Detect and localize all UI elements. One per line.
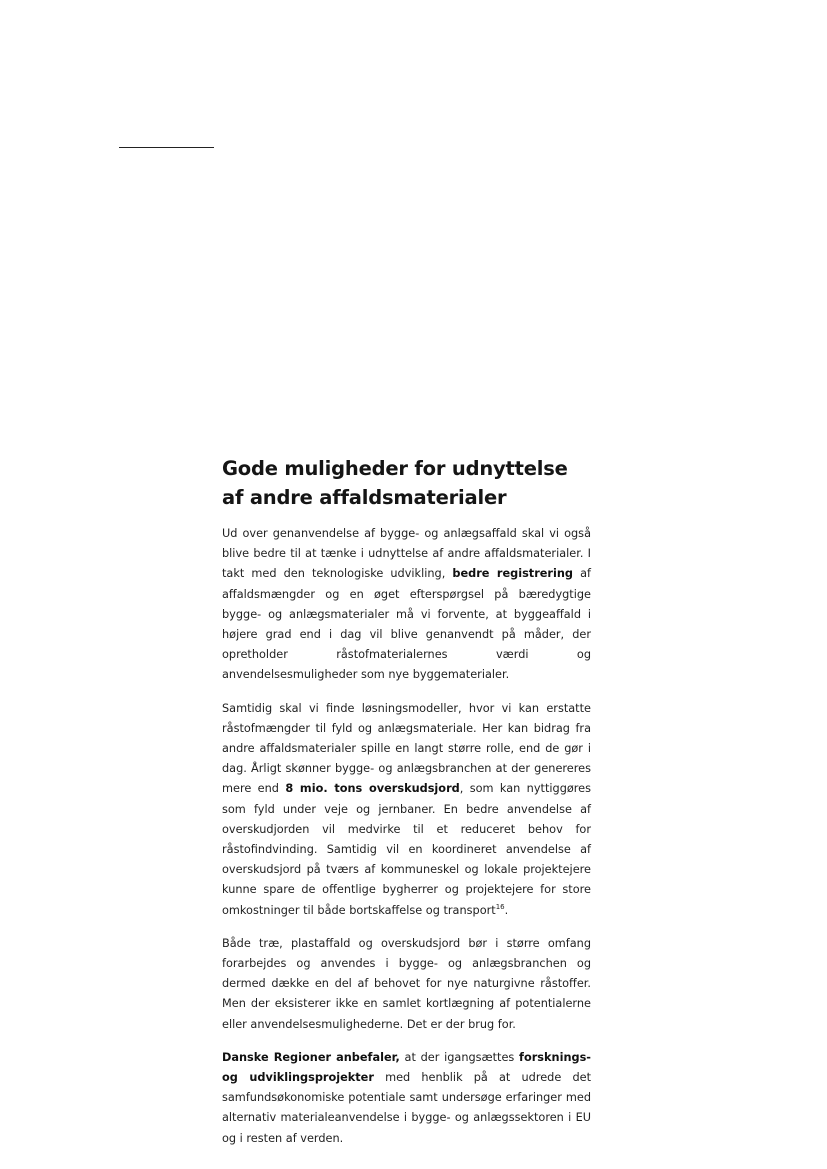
footnote-separator-rule [119,147,214,148]
paragraph-text: Samtidig skal vi finde løsningsmodeller, hvor vi kan erstatte råstofmængder til fyld og anlægsmateriale. Her kan bidrag fra andre affaldsmaterialer spille en langt større rolle, end de gør i dag. Årligt skønner bygge- og anlægsbranchen at der genereres mere end [222,701,591,796]
paragraph-2 [222,699,591,921]
article-heading: Gode muligheder for udnyttelse af andre affaldsmaterialer [222,457,568,509]
emphasis-projekter: forsknings- og udviklingsprojekter [222,1050,591,1085]
paragraph-text: . [504,903,509,917]
emphasis-overskudsjord: 8 mio. tons overskudsjord [285,782,460,796]
paragraph-1 [222,524,591,686]
emphasis-danske-regioner: Danske Regioner anbefaler, [222,1050,400,1064]
footnote-reference: 16 [495,902,505,911]
article-section [222,454,591,1162]
paragraph-text: at der igangsættes [399,1050,520,1064]
emphasis-bedre-registrering: bedre registrering [452,567,574,581]
paragraph-text: Ud over genanvendelse af bygge- og anlægsaffald skal vi også blive bedre til at tænke i udnyttelse af andre affaldsmaterialer. I takt med den teknologiske udvikling, [222,527,591,581]
paragraph-text: Både træ, plastaffald og overskudsjord bør i større omfang forarbejdes og anvendes i bygge- og anlægsbranchen og dermed dække en del af behovet for nye naturgivne råstoffer. Men der eksisterer ikke en samlet kortlægning af potentialerne eller anvendelsesmulighederne. Det er der brug for. [222,936,591,1031]
paragraph-text: af affaldsmængder og en øget efterspørgsel på bæredygtige bygge- og anlægsmaterialer må vi forvente, at byggeaffald i højere grad end i dag vil blive genanvendt på måder, der opretholder råstofmaterialernes værdi og anvendelsesmuligheder som nye byggematerialer. [222,567,591,682]
paragraph-3 [222,934,591,1035]
paragraph-4-recommendation [222,1048,591,1149]
paragraph-text: , som kan nyttiggøres som fyld under veje og jernbaner. En bedre anvendelse af overskudjorden vil medvirke til et reduceret behov for råstofindvinding. Samtidig vil en koordineret anvendelse af overskudsjord på tværs af kommuneskel og lokale projektejere kunne spare de offentlige bygherrer og projektejere for store omkostninger til både bortskaffelse og transport [222,782,592,917]
paragraph-text: med henblik på at udrede det samfundsøkonomiske potentiale samt undersøge erfaringer med alternativ materialeanvendelse i bygge- og anlægssektoren i EU og i resten af verden. [222,1071,591,1145]
